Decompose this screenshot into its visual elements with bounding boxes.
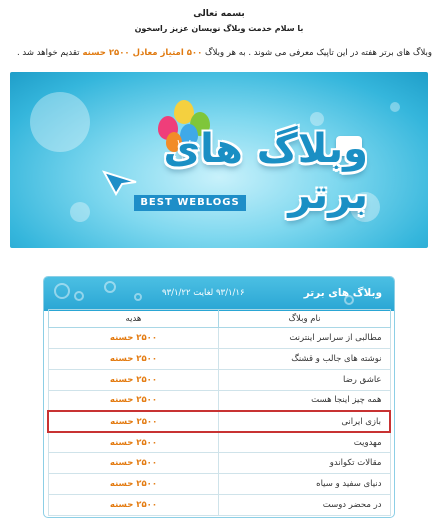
table-row: [48, 474, 390, 495]
weblog-prize: ۲۵۰۰ حسنه: [48, 390, 219, 411]
table-row: [48, 390, 390, 411]
panel-date-range: ۹۳/۱/۱۶ لغایت ۹۳/۱/۲۲: [162, 288, 245, 298]
weblog-name[interactable]: دنیای سفید و سیاه: [219, 474, 390, 495]
intro-points: ۵۰۰ امتیاز معادل ۲۵۰۰ حسنه: [79, 48, 203, 58]
table-row: [48, 328, 390, 349]
weblog-name[interactable]: بازی ایرانی: [219, 411, 390, 432]
greeting-text: با سلام خدمت وبلاگ نویسان عزیز راسخون: [134, 24, 304, 33]
column-header-prize: هدیه: [48, 310, 219, 328]
panel-header: [44, 277, 394, 311]
best-weblogs-banner: [10, 72, 428, 248]
intro-text-after: تقدیم خواهد شد .: [17, 48, 80, 58]
banner-subtitle: BEST WEBLOGS: [134, 195, 246, 211]
weblog-prize: ۲۵۰۰ حسنه: [48, 453, 219, 474]
weblog-name[interactable]: مطالبی از سراسر اینترنت: [219, 328, 390, 349]
column-header-name: نام وبلاگ: [219, 310, 390, 328]
intro-text-before: وبلاگ های برتر هفته در این تاپیک معرفی می شوند . به هر وبلاگ: [202, 48, 432, 58]
panel-title: وبلاگ های برتر: [303, 287, 382, 299]
table-row: [48, 369, 390, 390]
weblog-prize: ۲۵۰۰ حسنه: [48, 432, 219, 453]
weblogs-table: [47, 309, 391, 516]
weblog-name[interactable]: مقالات تکواندو: [219, 453, 390, 474]
weblog-name[interactable]: نوشته های جالب و قشنگ: [219, 348, 390, 369]
table-row: [48, 453, 390, 474]
bismillah-text: بسمه تعالی: [193, 9, 245, 19]
table-header-row: [48, 310, 390, 328]
weblog-prize: ۲۵۰۰ حسنه: [48, 411, 219, 432]
table-row: [48, 432, 390, 453]
banner-title: وبلاگ های برتر: [163, 126, 368, 218]
weblog-prize: ۲۵۰۰ حسنه: [48, 328, 219, 349]
weblog-name[interactable]: عاشق رضا: [219, 369, 390, 390]
table-row-highlighted: [48, 411, 390, 432]
weblog-prize: ۲۵۰۰ حسنه: [48, 495, 219, 516]
table-row: [48, 348, 390, 369]
table-row: [48, 495, 390, 516]
intro-paragraph: [6, 47, 432, 59]
weblog-name[interactable]: مهدویت: [219, 432, 390, 453]
weblog-prize: ۲۵۰۰ حسنه: [48, 369, 219, 390]
best-weblogs-panel: [43, 276, 395, 518]
weblog-prize: ۲۵۰۰ حسنه: [48, 474, 219, 495]
weblog-name[interactable]: همه چیز اینجا هست: [219, 390, 390, 411]
header: [0, 8, 438, 35]
weblog-prize: ۲۵۰۰ حسنه: [48, 348, 219, 369]
weblog-name[interactable]: در محضر دوست: [219, 495, 390, 516]
